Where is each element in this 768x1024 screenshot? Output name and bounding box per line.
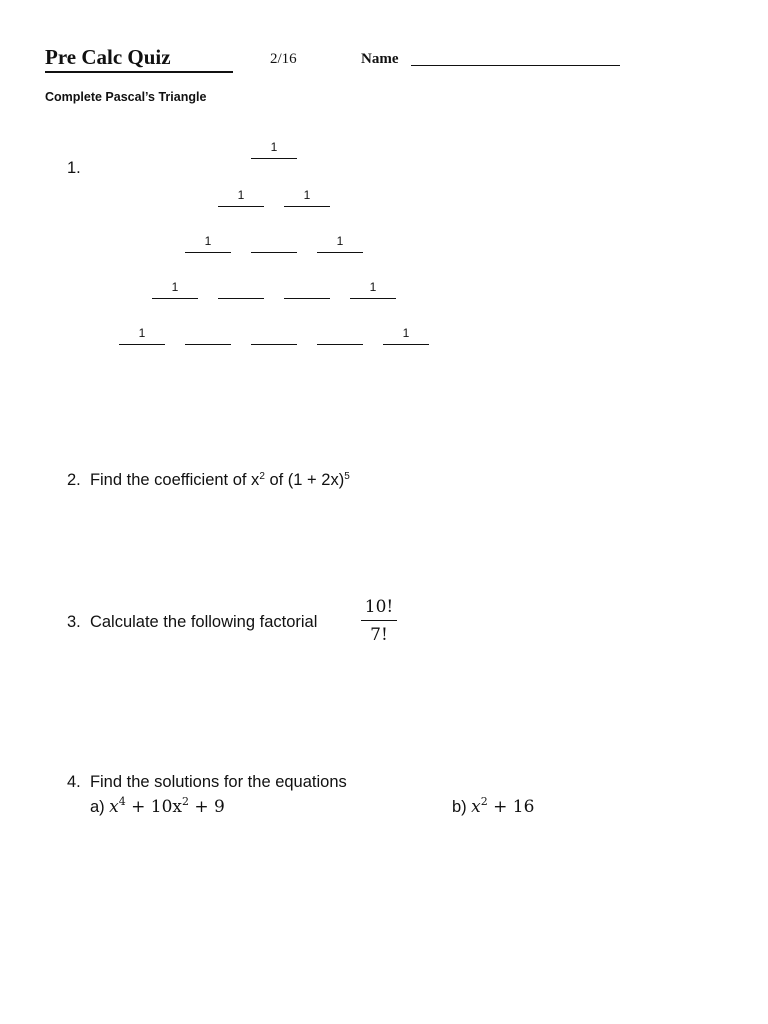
triangle-entry-given: 1: [185, 234, 231, 253]
quiz-date: 2/16: [270, 51, 297, 67]
equation-a-term-2: + 10x: [125, 797, 182, 817]
equation-b-label: b): [452, 798, 467, 816]
question-2: [67, 471, 350, 490]
triangle-entry-given: 1: [317, 234, 363, 253]
equation-a-exp-2: 2: [182, 795, 189, 808]
equation-b: [452, 797, 534, 817]
triangle-entry-blank[interactable]: [251, 234, 297, 253]
triangle-entry-blank[interactable]: [251, 326, 297, 345]
triangle-entry-blank[interactable]: [218, 280, 264, 299]
equation-b-var: x: [471, 797, 481, 817]
question-2-number: 2.: [67, 471, 81, 489]
triangle-entry-given: 1: [119, 326, 165, 345]
equation-a-exp-1: 4: [118, 795, 126, 808]
fraction-numerator: 10!: [361, 597, 397, 621]
equation-a-var: x: [109, 797, 119, 817]
question-4: [67, 773, 347, 792]
triangle-entry-blank[interactable]: [185, 326, 231, 345]
triangle-entry-blank[interactable]: [284, 280, 330, 299]
triangle-entry-given: 1: [218, 188, 264, 207]
question-3: [67, 613, 317, 632]
factorial-fraction: [361, 597, 397, 645]
question-1-number: 1.: [67, 159, 81, 177]
equation-a: [90, 797, 225, 817]
question-3-text: Calculate the following factorial: [89, 613, 318, 631]
triangle-entry-blank[interactable]: [317, 326, 363, 345]
name-blank-line[interactable]: [411, 65, 620, 66]
triangle-entry-given: 1: [383, 326, 429, 345]
question-4-text: Find the solutions for the equations: [89, 773, 347, 791]
question-2-text-mid: of (1 + 2x): [264, 471, 345, 489]
triangle-entry-given: 1: [152, 280, 198, 299]
equation-a-label: a): [90, 798, 105, 816]
instruction-text: Complete Pascal’s Triangle: [45, 90, 207, 104]
question-4-number: 4.: [67, 773, 81, 791]
name-label: Name: [361, 51, 399, 67]
equation-b-exp-1: 2: [480, 795, 488, 808]
triangle-entry-given: 1: [350, 280, 396, 299]
equation-a-term-3: + 9: [189, 797, 225, 817]
equation-b-term-2: + 16: [487, 797, 535, 817]
question-2-text-pre: Find the coefficient of x: [89, 471, 260, 489]
question-2-exponent-1: 2: [259, 471, 265, 482]
triangle-entry-given: 1: [251, 140, 297, 159]
fraction-denominator: 7!: [370, 625, 388, 645]
triangle-entry-given: 1: [284, 188, 330, 207]
question-2-exponent-2: 5: [344, 471, 350, 482]
question-3-number: 3.: [67, 613, 81, 631]
quiz-title: Pre Calc Quiz: [45, 45, 233, 73]
